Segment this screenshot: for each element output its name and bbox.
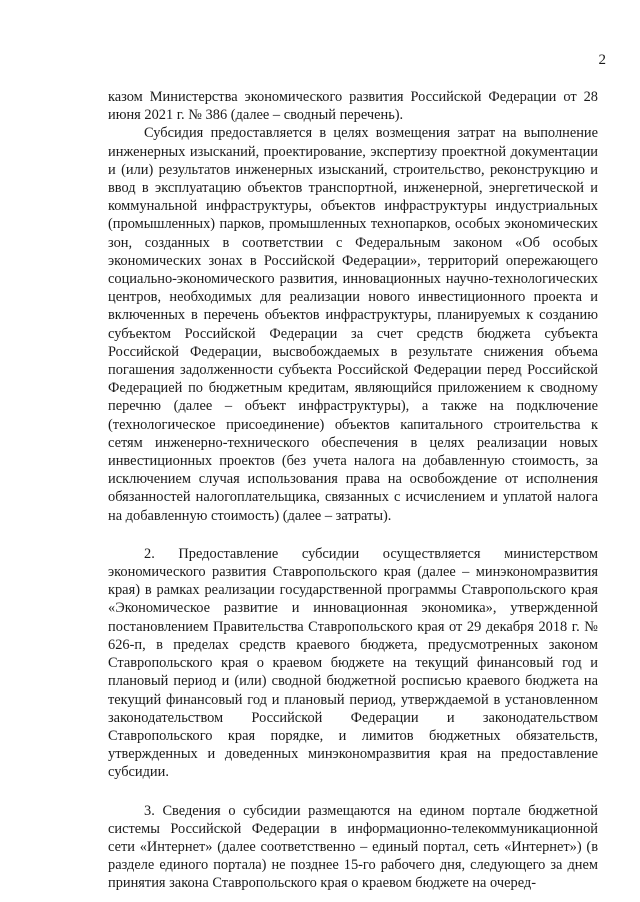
paragraph-item-2: 2. Предоставление субсидии осуществляется министерством экономического развития Ставропольского края (далее – минэкономразвития края) в рамках реализации государственной программы Ставропольского края «Экономическое развитие и инновационная экономика», утвержденной постановлением Правительства Ставропольского края от 29 декабря 2018 г. № 626-п, в пределах средств краевого бюджета, предусмотренных законом Ставропольского края о краевом бюджете на текущий финансовый год и плановый период и (или) сводной бюджетной росписью краевого бюджета на текущий финансовый год и плановый период, утверждаемой в установленном законодательством Российской Федерации и законодательством Ставропольского края порядке, и лимитов бюджетных обязательств, утвержденных и доведенных минэкономразвития края на предоставление субсидии.: [108, 545, 598, 781]
document-body: [108, 88, 598, 893]
paragraph-item-3: 3. Сведения о субсидии размещаются на едином портале бюджетной системы Российской Федерации в информационно-телекоммуникационной сети «Интернет» (далее соответственно – единый портал, сеть «Интернет») (в разделе единого портала) не позднее 15-го рабочего дня, следующего за днем принятия закона Ставропольского края о краевом бюджете на очеред-: [108, 802, 598, 892]
paragraph-spacer: [108, 525, 598, 545]
paragraph-continuation: казом Министерства экономического развития Российской Федерации от 28 июня 2021 г. № 386 (далее – сводный перечень).: [108, 89, 598, 124]
page-number: 2: [598, 52, 606, 68]
paragraph-spacer: [108, 782, 598, 802]
paragraph-subsidy-purpose: Субсидия предоставляется в целях возмещения затрат на выполнение инженерных изысканий, проектирование, экспертизу проектной документации и (или) результатов инженерных изысканий, строительство, реконструкцию и ввод в эксплуатацию объектов транспортной, инженерной, энергетической и коммунальной инфраструктуры, объектов инфраструктуры индустриальных (промышленных) парков, промышленных технопарков, особых экономических зон, созданных в соответствии с Федеральным законом «Об особых экономических зонах в Российской Федерации», территорий опережающего социально-экономического развития, инновационных научно-технологических центров, необходимых для реализации нового инвестиционного проекта и включенных в перечень объектов инфраструктуры, планируемых к созданию субъектом Российской Федерации за счет средств бюджета субъекта Российской Федерации, высвобождаемых в результате снижения объема погашения задолженности субъекта Российской Федерации перед Российской Федерацией по бюджетным кредитам, являющийся приложением к сводному перечню (далее – объект инфраструктуры), а также на подключение (технологическое присоединение) объектов капитального строительства к сетям инженерно-технического обеспечения в целях реализации новых инвестиционных проектов (без учета налога на добавленную стоимость, за исключением случая использования права на освобождение от исполнения обязанностей налогоплательщика, связанных с исчислением и уплатой налога на добавленную стоимость) (далее – затраты).: [108, 125, 598, 524]
